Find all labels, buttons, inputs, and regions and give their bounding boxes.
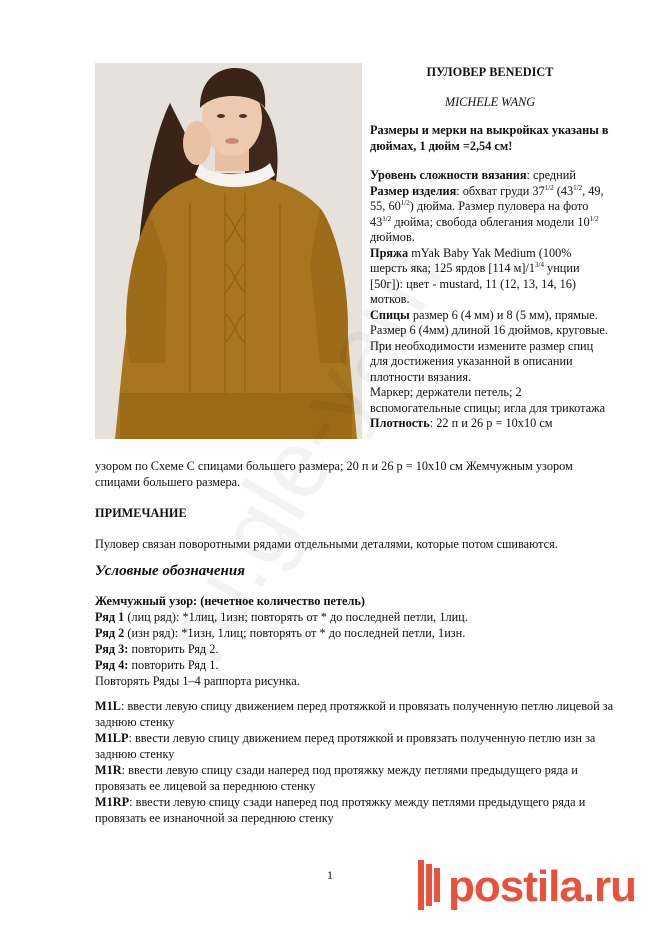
difficulty-value: : средний <box>526 168 576 182</box>
row-label: Ряд 2 <box>95 626 125 640</box>
gauge-line <box>370 416 610 432</box>
abbrev-item <box>95 794 615 826</box>
needles-label: Спицы <box>370 307 410 322</box>
yarn-text: унции [50г]): цвет - mustard, 11 (12, 13, 14, 16) мотков. <box>370 261 580 306</box>
yarn-text: mYak Baby Yak Medium (100% шерсть яка; 125 ярдов [114 м]/1 <box>370 245 572 275</box>
pattern-title: ПУЛОВЕР BENEDICT <box>426 65 554 79</box>
row-label: Ряд 3: <box>95 642 129 656</box>
gauge-continuation <box>95 458 615 490</box>
needles-text: размер 6 (4 мм) и 8 (5 мм), прямые. Размер 6 (4мм) длиной 16 дюймов, круговые. При необходимости измените размер спиц для достижения указанной в описании плотности вязания. <box>370 307 608 384</box>
row-line <box>95 657 615 673</box>
row-text: повторить Ряд 2. <box>128 642 219 656</box>
legend-section <box>95 563 615 689</box>
note-heading: ПРИМЕЧАНИЕ <box>95 506 187 520</box>
size-text: дюймов. <box>370 230 415 244</box>
repeat-text: Повторять Ряды 1–4 раппорта рисунка. <box>95 674 300 688</box>
row-text: повторить Ряд 1. <box>128 658 219 672</box>
abbrev-text: : ввести левую спицу сзади наперед под протяжку между петлями предыдущего ряда и провязать ее изнаночной за переднюю стенку <box>95 795 586 825</box>
sweater-photo-illustration <box>95 63 362 439</box>
abbrev-label: M1R <box>95 763 122 777</box>
size-sup: 1/2 <box>573 183 583 192</box>
gauge-label: Плотность <box>370 416 430 430</box>
page-number: 1 <box>327 868 333 882</box>
row-line <box>95 641 615 657</box>
size-sup: 1/2 <box>589 214 599 223</box>
size-label: Размер изделия <box>370 183 457 198</box>
model-photo <box>95 63 362 439</box>
yarn-paragraph <box>370 246 610 308</box>
row-label: Ряд 1 <box>95 610 125 624</box>
row-line <box>95 625 615 641</box>
size-sup: 1/2 <box>382 214 392 223</box>
row-text: (изн ряд): *1изн, 1лиц; повторять от * до последней петли, 1изн. <box>124 626 466 640</box>
size-text: ) дюйма. Размер пуловера на фото 43 <box>370 199 589 229</box>
needles-paragraph <box>370 308 610 386</box>
postila-brand[interactable]: postila.ru <box>448 862 637 911</box>
size-sup: 1/2 <box>544 183 554 192</box>
abbrev-text: : ввести левую спицу сзади наперед под протяжку между петлями предыдущего ряда и провязать ее лицевой за переднюю стенку <box>95 763 578 793</box>
difficulty-line <box>370 168 610 184</box>
abbreviations-section <box>95 698 615 826</box>
postila-logo-icon <box>418 860 446 910</box>
abbrev-label: M1LP <box>95 731 129 745</box>
row-label: Ряд 4: <box>95 658 129 672</box>
notions-paragraph: Маркер; держатели петель; 2 вспомогательные спицы; игла для трикотажа <box>370 385 606 415</box>
size-sup: 1/2 <box>400 199 410 207</box>
gauge-text: : 22 п и 26 р = 10x10 см <box>429 416 553 430</box>
size-text: (43 <box>556 183 574 198</box>
row-line <box>95 609 615 625</box>
size-text: дюйма; свобода облегания модели 10 <box>391 214 590 229</box>
abbrev-item <box>95 762 615 794</box>
gauge-continuation-text: узором по Схеме С спицами большего размера; 20 п и 26 р = 10x10 см Жемчужным узором спицами большего размера. <box>95 459 573 489</box>
abbrev-text: : ввести левую спицу движением перед протяжкой и провязать полученную петлю лицевой за заднюю стенку <box>95 699 614 729</box>
author-name: MICHELE WANG <box>444 94 536 109</box>
yarn-sup: 3/4 <box>535 261 544 269</box>
note-text: Пуловер связан поворотными рядами отдельными деталями, которые потом сшиваются. <box>95 537 558 551</box>
abbrev-text: : ввести левую спицу движением перед протяжкой и провязать полученную петлю изн за заднюю стенку <box>95 731 596 761</box>
yarn-label: Пряжа <box>370 245 409 260</box>
abbrev-label: M1L <box>95 699 121 713</box>
sizes-note: Размеры и мерки на выкройках указаны в дюймах, 1 дюйм =2,54 см! <box>370 123 609 153</box>
note-section <box>95 505 615 552</box>
header-column <box>370 63 610 432</box>
legend-heading: Условные обозначения <box>95 563 245 579</box>
abbrev-label: M1RP <box>95 795 130 809</box>
difficulty-label: Уровень сложности вязания <box>370 168 527 182</box>
row-text: (лиц ряд): *1лиц, 1изн; повторять от * до последней петли, 1лиц. <box>124 610 468 624</box>
size-text: : обхват груди 37 <box>456 183 545 198</box>
size-paragraph <box>370 184 610 246</box>
abbrev-item <box>95 698 615 730</box>
abbrev-item <box>95 730 615 762</box>
pattern-heading: Жемчужный узор: (нечетное количество петель) <box>95 594 366 608</box>
size-text: , 49, 55, 60 <box>370 183 604 213</box>
